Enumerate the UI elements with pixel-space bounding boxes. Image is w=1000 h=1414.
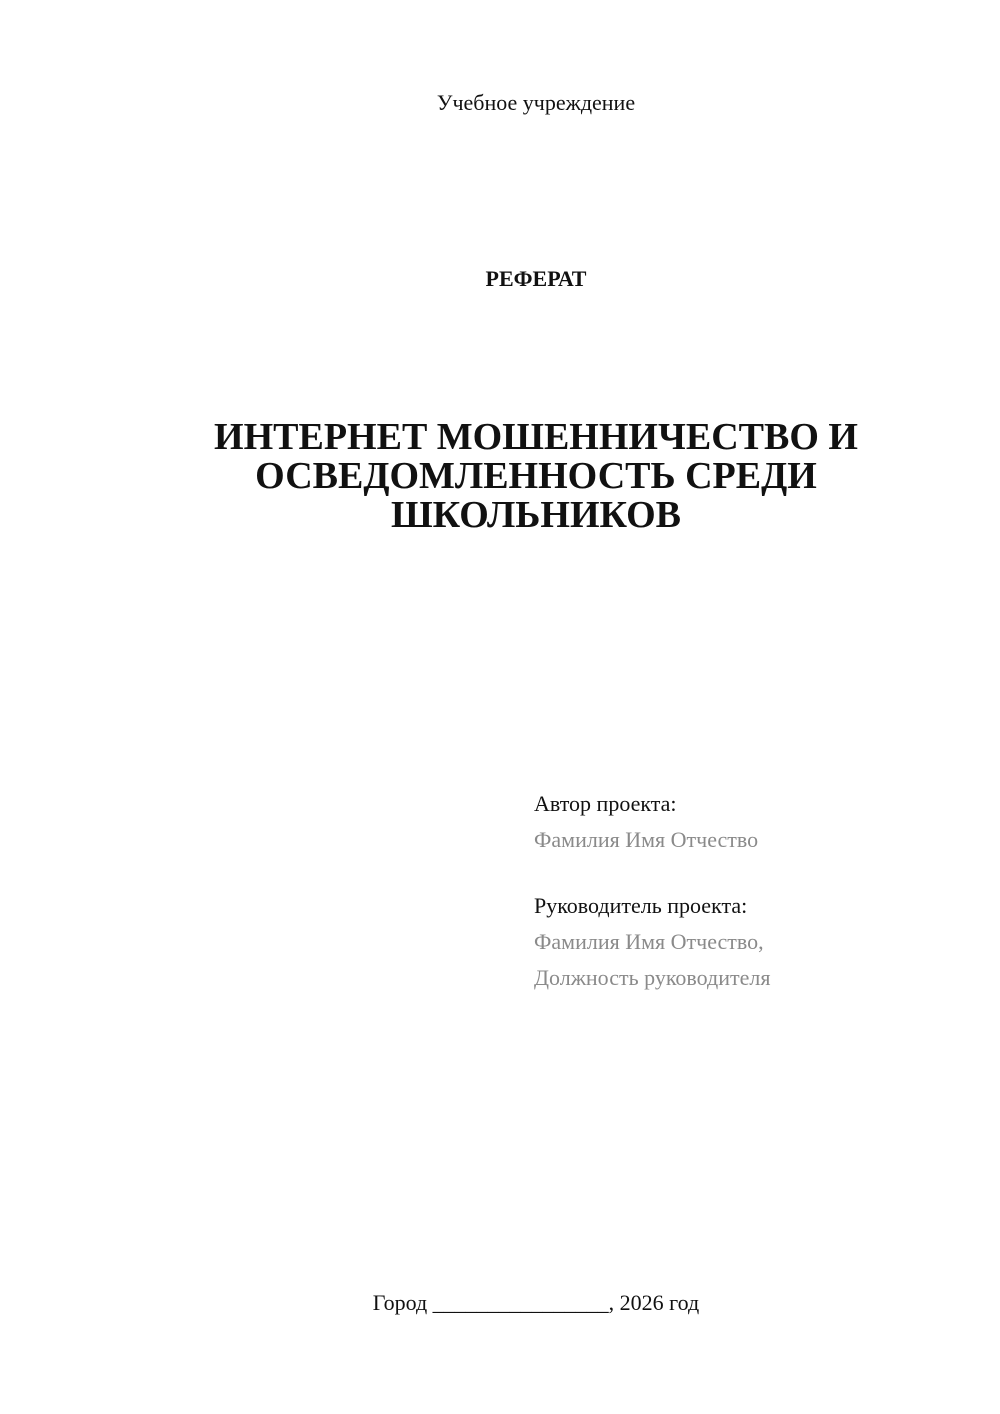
credits-spacer — [534, 858, 770, 888]
author-name-placeholder: Фамилия Имя Отчество — [534, 827, 759, 852]
title-line: ИНТЕРНЕТ МОШЕННИЧЕСТВО И — [214, 416, 858, 458]
supervisor-name-placeholder: Фамилия Имя Отчество, — [534, 929, 764, 954]
supervisor-label: Руководитель проекта: — [534, 893, 748, 918]
supervisor-position-placeholder: Должность руководителя — [534, 965, 771, 990]
title-line: ОСВЕДОМЛЕННОСТЬ СРЕДИ — [255, 455, 817, 497]
author-label: Автор проекта: — [534, 791, 677, 816]
institution-name: Учебное учреждение — [436, 90, 636, 115]
project-credits — [534, 786, 770, 996]
document-type: РЕФЕРАТ — [485, 266, 587, 291]
document-title — [0, 418, 1000, 535]
title-line: ШКОЛЬНИКОВ — [390, 494, 682, 536]
city-year-line: Город ________________, 2026 год — [372, 1290, 700, 1315]
